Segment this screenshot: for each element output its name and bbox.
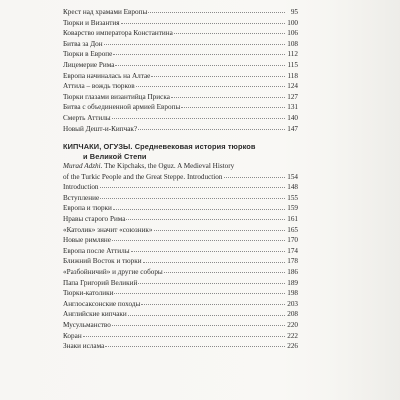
- toc-entry: [63, 81, 298, 92]
- toc-entry-title: of the Turkic People and the Great Steppe. Introduction: [63, 172, 223, 181]
- toc-entry: [63, 39, 298, 50]
- section-heading-line-2: и Великой Степи: [83, 151, 147, 161]
- toc-entry-page: 118: [287, 71, 298, 80]
- toc-entry-title: Коран: [63, 331, 82, 340]
- toc-entry-title: Ближний Восток и тюрки: [63, 257, 142, 266]
- toc-entry-page: 147: [287, 124, 298, 133]
- toc-entry-page: 220: [287, 321, 298, 330]
- toc-entry-title: Тюрки и Византия: [63, 18, 120, 27]
- toc-entry-page: 203: [287, 299, 298, 308]
- author-title-part: The Kipchaks, the Oguz. A Medieval History: [102, 162, 235, 171]
- toc-entry-page: 155: [287, 193, 298, 202]
- toc-entry-page: 174: [287, 246, 298, 255]
- toc-section-2: [63, 182, 298, 352]
- leader-dots: [181, 106, 285, 108]
- toc-entry-page: 198: [287, 289, 298, 298]
- leader-dots: [126, 218, 285, 220]
- toc-entry: [63, 309, 298, 320]
- toc-entry-title: Нравы старого Рима: [63, 215, 126, 224]
- toc-entry-page: 189: [287, 278, 298, 287]
- leader-dots: [113, 53, 285, 55]
- toc-entry-title: Папа Григорий Великий: [63, 278, 138, 287]
- toc-entry-title: Крест над храмами Европы: [63, 8, 148, 16]
- leader-dots: [100, 186, 285, 188]
- toc-entry-title: Мусульманство: [63, 321, 111, 330]
- toc-entry-page: 186: [287, 268, 298, 277]
- table-of-contents: [63, 7, 298, 352]
- toc-entry-page: 161: [287, 215, 298, 224]
- toc-entry-page: 112: [287, 50, 298, 59]
- toc-entry: [63, 331, 298, 342]
- toc-entry: [63, 71, 298, 82]
- leader-dots: [100, 197, 285, 199]
- section-heading-line-1: КИПЧАКИ, ОГУЗЫ. Средневековая история тюрков: [63, 142, 256, 152]
- toc-entry-title: «Католик» значит «союзник»: [63, 225, 153, 234]
- leader-dots: [174, 32, 285, 34]
- section-gap: [63, 134, 298, 142]
- toc-entry-page: 140: [287, 113, 298, 122]
- toc-entry-page: 95: [290, 8, 298, 16]
- leader-dots: [114, 292, 285, 294]
- toc-entry-page: 154: [287, 172, 298, 181]
- toc-entry-title: Коварство императора Константина: [63, 29, 173, 38]
- leader-dots: [138, 128, 285, 130]
- toc-entry: [63, 246, 298, 257]
- leader-dots: [115, 64, 285, 66]
- toc-entry-title: «Разбойничий» и другие соборы: [63, 268, 163, 277]
- toc-entry: [63, 278, 298, 289]
- leader-dots: [224, 176, 286, 178]
- leader-dots: [148, 11, 285, 13]
- toc-entry: [63, 288, 298, 299]
- toc-entry-page: 165: [287, 225, 298, 234]
- toc-entry-title: Знаки ислама: [63, 342, 105, 351]
- leader-dots: [136, 85, 285, 87]
- toc-entry: [63, 113, 298, 124]
- page-shadow: [330, 0, 400, 400]
- toc-entry-title: Новые римляне: [63, 236, 111, 245]
- toc-entry: [63, 49, 298, 60]
- toc-entry: [63, 60, 298, 71]
- leader-dots: [171, 96, 285, 98]
- leader-dots: [141, 303, 285, 305]
- toc-entry-page: 159: [287, 204, 298, 213]
- leader-dots: [138, 282, 285, 284]
- toc-entry-page: 222: [287, 331, 298, 340]
- toc-entry-page: 100: [287, 18, 298, 27]
- toc-entry: [63, 28, 298, 39]
- toc-entry-title: Тюрки глазами византийца Приска: [63, 92, 170, 101]
- toc-entry-title: Европа после Аттилы: [63, 246, 130, 255]
- toc-entry-page: 106: [287, 29, 298, 38]
- leader-dots: [112, 239, 285, 241]
- toc-entry-title: Тюрки в Европе: [63, 50, 113, 59]
- leader-dots: [121, 22, 285, 24]
- toc-entry-title: Европа и тюрки: [63, 204, 112, 213]
- leader-dots: [113, 208, 285, 210]
- leader-dots: [154, 229, 285, 231]
- author-name: Murad Adzhi.: [63, 162, 103, 171]
- toc-entry-page: 127: [287, 92, 298, 101]
- toc-entry: [63, 299, 298, 310]
- toc-entry: [63, 341, 298, 352]
- toc-entry-page: 170: [287, 236, 298, 245]
- leader-dots: [143, 261, 285, 263]
- toc-entry-page: 208: [287, 310, 298, 319]
- toc-entry: [63, 225, 298, 236]
- toc-entry: [63, 320, 298, 331]
- toc-entry: [63, 203, 298, 214]
- toc-entry-title: Англосаксонские походы: [63, 299, 141, 308]
- toc-entry-title: Европа начиналась на Алтае: [63, 71, 151, 80]
- toc-entry-title: Лицемерие Рима: [63, 60, 115, 69]
- toc-entry-title: Introduction: [63, 183, 99, 192]
- toc-entry-intro: [63, 172, 298, 183]
- leader-dots: [128, 314, 285, 316]
- toc-entry-title: Тюрки-католики: [63, 289, 114, 298]
- toc-entry-page: 178: [287, 257, 298, 266]
- toc-entry: [63, 182, 298, 193]
- leader-dots: [112, 117, 285, 119]
- toc-entry-title: Битва с объединенной армией Европы: [63, 103, 181, 112]
- leader-dots: [164, 271, 285, 273]
- section-heading: [63, 142, 298, 161]
- toc-entry-title: Аттила – вождь тюрков: [63, 82, 135, 91]
- leader-dots: [83, 335, 285, 337]
- toc-entry: [63, 124, 298, 135]
- toc-entry: [63, 267, 298, 278]
- leader-dots: [131, 250, 285, 252]
- leader-dots: [104, 43, 285, 45]
- toc-entry-page: 148: [287, 183, 298, 192]
- leader-dots: [105, 345, 285, 347]
- toc-entry-title: Вступление: [63, 193, 100, 202]
- toc-entry-page: 115: [287, 60, 298, 69]
- toc-entry: [63, 235, 298, 246]
- toc-entry-title: Новый Дешт-и-Кипчак?: [63, 124, 138, 133]
- toc-entry-page: 108: [287, 39, 298, 48]
- toc-entry-page: 226: [287, 342, 298, 351]
- toc-entry: [63, 102, 298, 113]
- toc-entry: [63, 256, 298, 267]
- leader-dots: [151, 75, 285, 77]
- leader-dots: [112, 324, 285, 326]
- toc-entry-title: Смерть Аттилы: [63, 113, 111, 122]
- toc-entry-title: Английские кипчаки: [63, 310, 127, 319]
- toc-section-1: [63, 7, 298, 134]
- toc-entry: [63, 7, 298, 18]
- author-line: [63, 161, 298, 171]
- toc-entry-page: 131: [287, 103, 298, 112]
- toc-entry-page: 124: [287, 82, 298, 91]
- toc-entry: [63, 92, 298, 103]
- toc-entry: [63, 193, 298, 204]
- toc-entry: [63, 18, 298, 29]
- toc-entry: [63, 214, 298, 225]
- toc-entry-title: Битва за Дон: [63, 39, 103, 48]
